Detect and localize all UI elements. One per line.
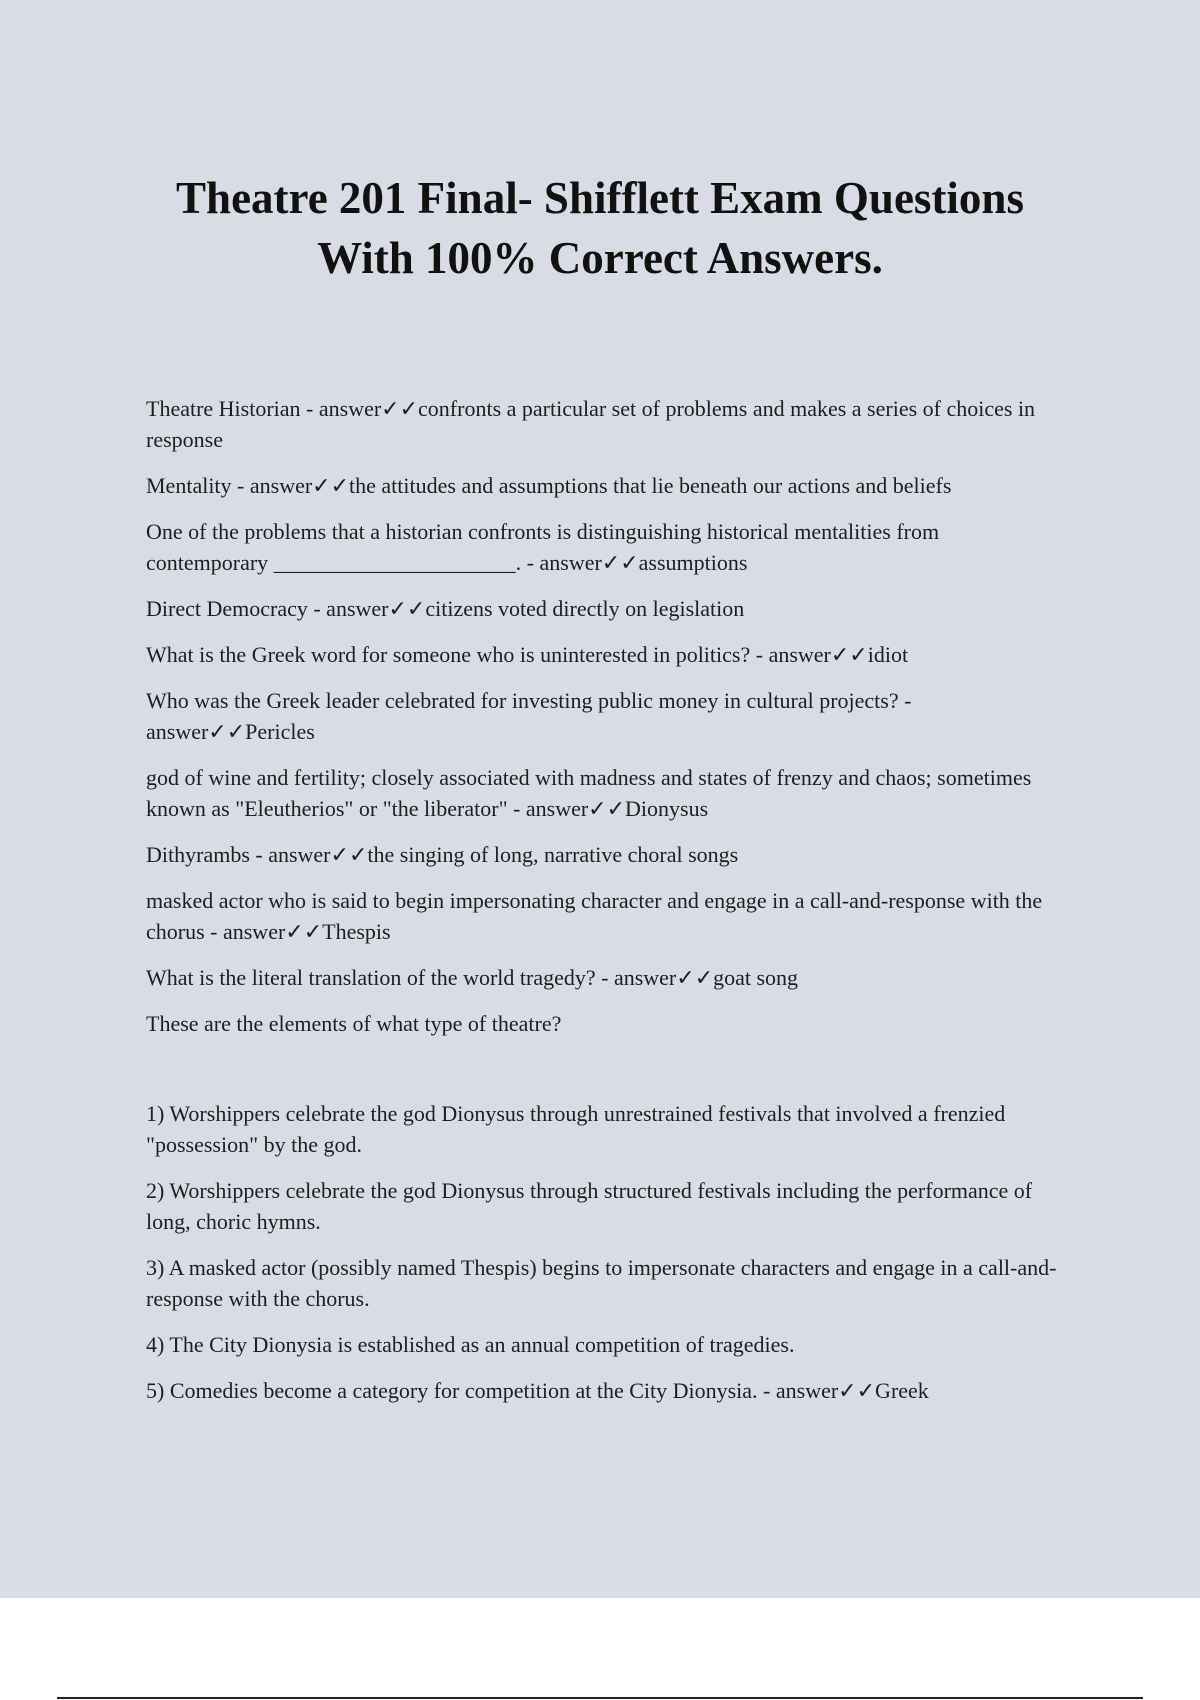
qa-item-thespis: masked actor who is said to begin impersonating character and engage in a call-and-response with the chorus - answer✓✓Thespis [146, 888, 1043, 944]
qa-item-dithyrambs: Dithyrambs - answer✓✓the singing of long, narrative choral songs [146, 842, 739, 867]
numbered-item-3: 3) A masked actor (possibly named Thespis) begins to impersonate characters and engage in a call-and-response with the chorus. [146, 1255, 1057, 1311]
qa-item-mentality: Mentality - answer✓✓the attitudes and assumptions that lie beneath our actions and beliefs [146, 473, 952, 498]
qa-item-idiot: What is the Greek word for someone who is uninterested in politics? - answer✓✓idiot [146, 642, 909, 667]
numbered-item-5: 5) Comedies become a category for competition at the City Dionysia. - answer✓✓Greek [146, 1378, 929, 1403]
qa-list [146, 393, 1066, 1421]
document-title [100, 168, 1100, 288]
qa-item-theatre-historian: Theatre Historian - answer✓✓confronts a particular set of problems and makes a series of choices in response [146, 396, 1036, 452]
numbered-item-4: 4) The City Dionysia is established as an annual competition of tragedies. [146, 1332, 795, 1357]
qa-item-direct-democracy: Direct Democracy - answer✓✓citizens voted directly on legislation [146, 596, 745, 621]
footer-divider [57, 1697, 1143, 1699]
numbered-item-2: 2) Worshippers celebrate the god Dionysus through structured festivals including the performance of long, choric hymns. [146, 1178, 1033, 1234]
qa-item-assumptions: One of the problems that a historian confronts is distinguishing historical mentalities from contemporary ______________________. - answer✓✓assumptions [146, 519, 940, 575]
spacer [146, 1054, 1066, 1098]
qa-item-tragedy: What is the literal translation of the world tragedy? - answer✓✓goat song [146, 965, 799, 990]
qa-item-pericles: Who was the Greek leader celebrated for investing public money in cultural projects? - answer✓✓Pericles [146, 688, 912, 744]
document-title-line-1: Theatre 201 Final- Shifflett Exam Questions [176, 173, 1024, 223]
qa-item-dionysus: god of wine and fertility; closely associated with madness and states of frenzy and chaos; sometimes known as "Eleutherios" or "the liberator" - answer✓✓Dionysus [146, 765, 1032, 821]
qa-item-theatre-type-question: These are the elements of what type of theatre? [146, 1011, 562, 1036]
numbered-item-1: 1) Worshippers celebrate the god Dionysus through unrestrained festivals that involved a frenzied "possession" by the god. [146, 1101, 1006, 1157]
document-title-line-2: With 100% Correct Answers. [317, 233, 883, 283]
